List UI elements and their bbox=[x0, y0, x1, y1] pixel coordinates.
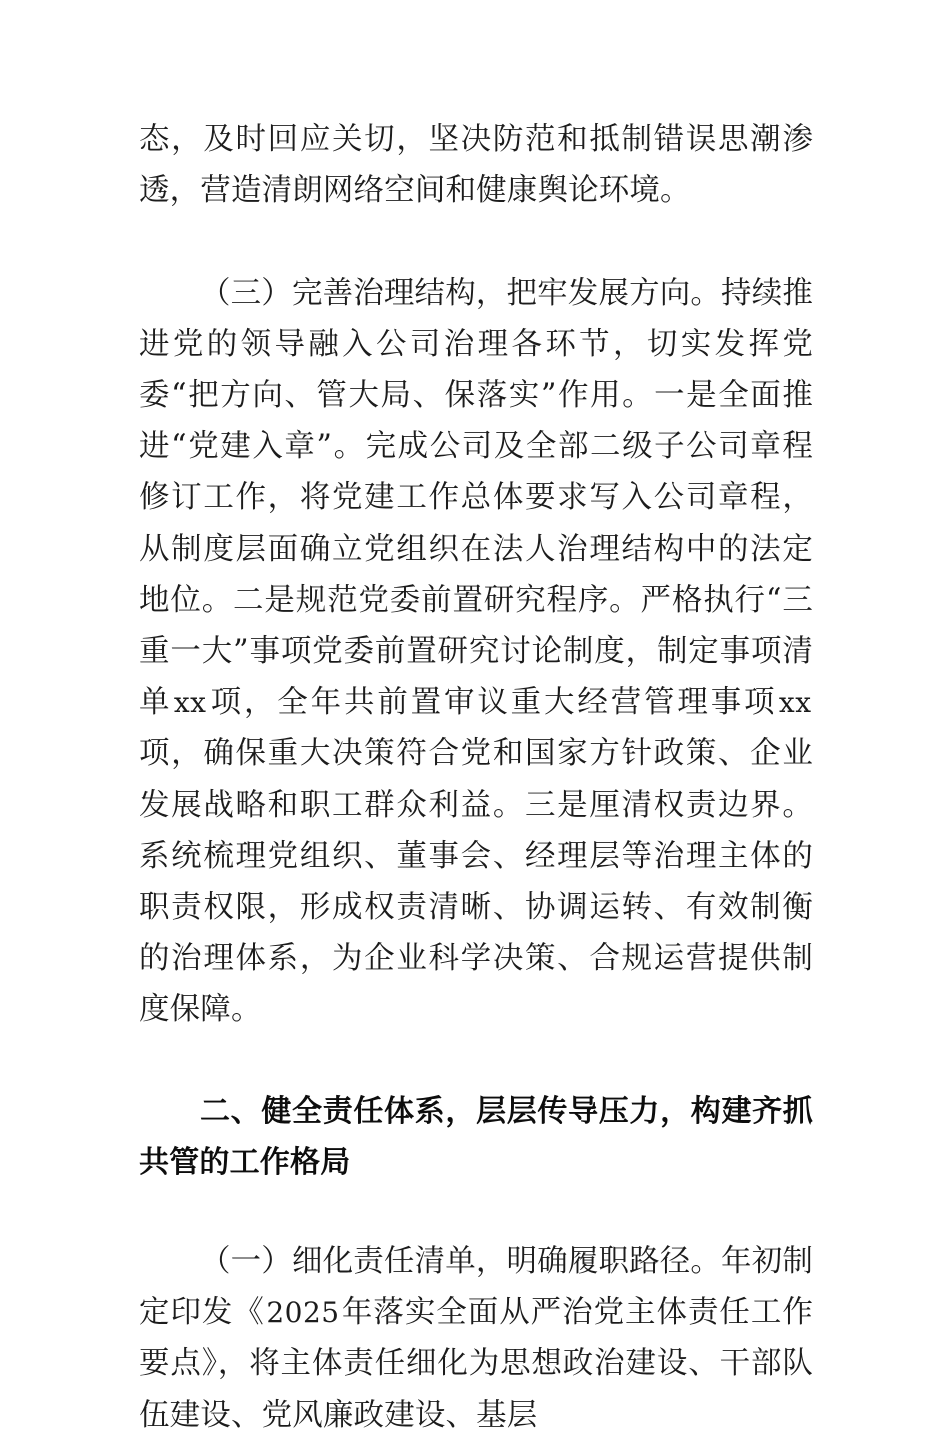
paragraph-section-2-item-1: （一）细化责任清单，明确履职路径。年初制定印发《2025年落实全面从严治党主体责任工作要点》，将主体责任细化为思想政治建设、干部队伍建设、党风廉政建设、基层 bbox=[139, 1244, 813, 1433]
heading-top-spacer bbox=[139, 1036, 813, 1086]
paragraph-section-1-item-3: （三）完善治理结构，把牢发展方向。持续推进党的领导融入公司治理各环节，切实发挥党委“把方向、管大局、保落实”作用。一是全面推进“党建入章”。完成公司及全部二级子公司章程修订工作，将党建工作总体要求写入公司章程，从制度层面确立党组织在法人治理结构中的法定地位。二是规范党委前置研究程序。严格执行“三重一大”事项党委前置研究讨论制度，制定事项清单xx项，全年共前置审议重大经营管理事项xx项，确保重大决策符合党和国家方针政策、企业发展战略和职工群众利益。三是厘清权责边界。系统梳理党组织、董事会、经理层等治理主体的职责权限，形成权责清晰、协调运转、有效制衡的治理体系，为企业科学决策、合规运营提供制度保障。 bbox=[139, 275, 813, 1028]
document-text-column bbox=[139, 114, 813, 1441]
heading-bottom-spacer bbox=[139, 1188, 813, 1236]
section-heading-2: 二、健全责任体系，层层传导压力，构建齐抓共管的工作格局 bbox=[139, 1093, 813, 1180]
paragraph-continued: 态，及时回应关切，坚决防范和抵制错误思潮渗透，营造清朗网络空间和健康舆论环境。 bbox=[139, 122, 813, 209]
paragraph-spacer bbox=[139, 216, 813, 267]
